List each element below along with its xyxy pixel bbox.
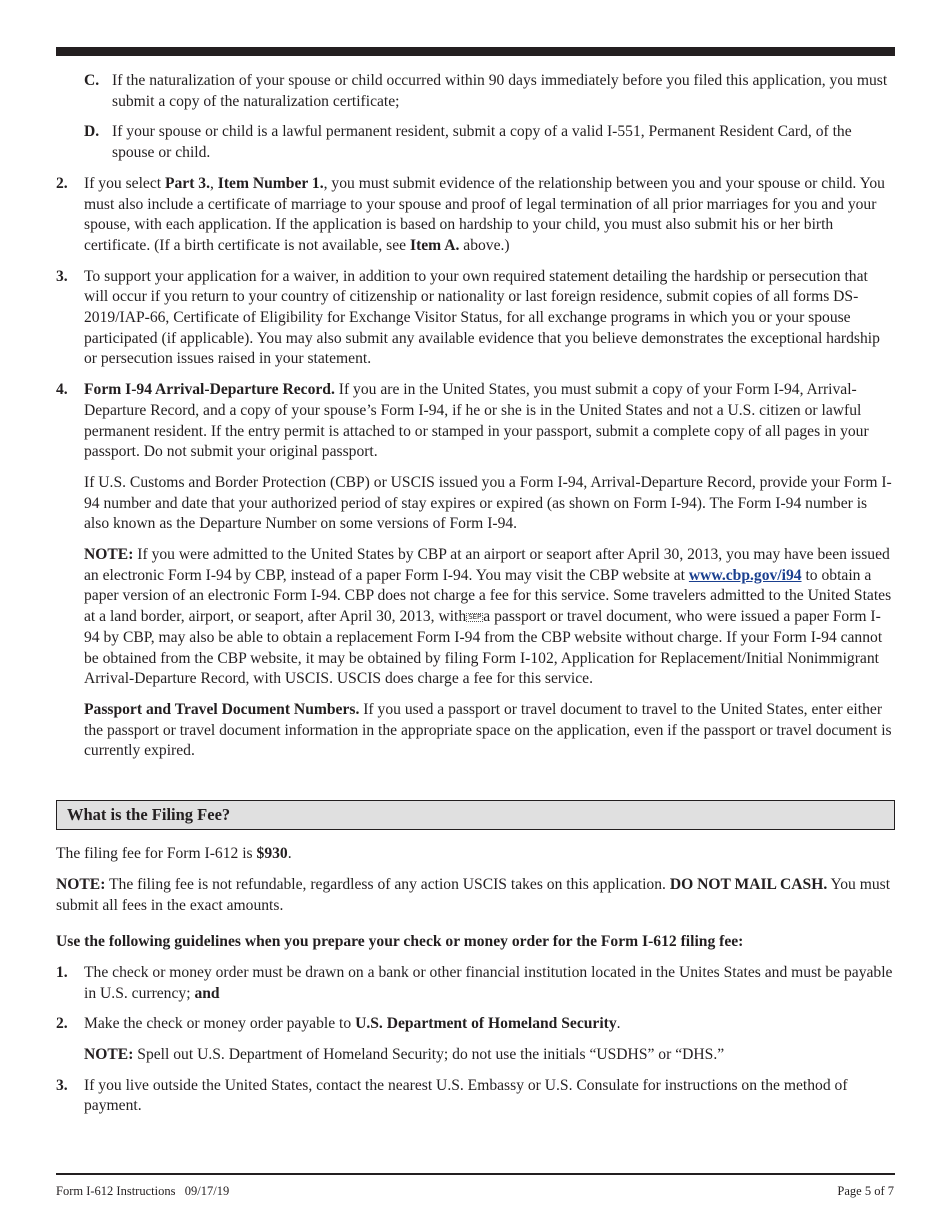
item-text: If the naturalization of your spouse or child occurred within 90 days immediately before you filed this application, you must submit a copy of the naturalization certificate; — [112, 72, 888, 110]
bold-run: Item Number 1. — [217, 174, 324, 192]
bold-run: U.S. Department of Homeland Security — [355, 1015, 617, 1033]
guideline-item-2 — [56, 1014, 895, 1035]
item-text — [84, 1014, 895, 1035]
text-run: Spell out U.S. Department of Homeland Security; do not use the initials “USDHS” or “DHS.” — [133, 1046, 725, 1064]
footer-form-id: Form I-612 Instructions 09/17/19 — [56, 1184, 230, 1198]
item-number: 3. — [56, 1076, 68, 1094]
bold-run: DO NOT MAIL CASH. — [669, 875, 828, 893]
item-number: C. — [84, 72, 100, 89]
text-run: Make the check or money order payable to — [84, 1015, 356, 1033]
list-item-3 — [56, 267, 895, 371]
note-label: NOTE: — [84, 546, 134, 564]
item-text — [84, 380, 895, 463]
top-rule — [56, 47, 895, 56]
text-run: The check or money order must be drawn on a bank or other financial institution located in the Unites States and must be payable in U.S. currency; — [84, 963, 893, 1002]
item-text: If you live outside the United States, contact the nearest U.S. Embassy or U.S. Consulate for instructions on the method of payment. — [84, 1076, 848, 1115]
text-run: The filing fee for Form I-612 is — [56, 845, 257, 863]
text-run: If you used a passport or travel document to travel to the United States, enter either the passport or travel document information in the appropriate space on the application, even if the passport or travel document is currently expired. — [84, 700, 892, 760]
text-run: , — [210, 174, 218, 192]
text-run: a passport or travel document, who were issued a paper Form I-94 by CBP, may also be able to obtain a replacement Form I-94 from the CBP website without charge. If your Form I-94 cannot be obtained from the CBP website, it may be obtained by filing Form I-102, Application for Replacement/Initial Nonimmigrant Arrival-Departure Record, with USCIS. USCIS does charge a fee for this service. — [84, 608, 883, 688]
item-number: 2. — [56, 174, 68, 192]
item-number: 4. — [56, 381, 68, 399]
item-text: If your spouse or child is a lawful permanent resident, submit a copy of a valid I-551, Permanent Resident Card, of the spouse or child. — [112, 123, 852, 162]
item-number: 3. — [56, 267, 68, 285]
i94-note — [84, 545, 895, 690]
item-number: 2. — [56, 1015, 68, 1033]
list-item-2 — [56, 174, 895, 257]
text-run: , you must submit evidence of the relationship between you and your spouse or child. You must also include a certificate of marriage to your spouse and proof of legal termination of all prior marriages for you and your spouse, with each application. If the application is based on hardship to your child, you must also submit his or her birth certificate. (If a birth certificate is not available, see — [84, 174, 885, 254]
bold-run: Form I-94 Arrival-Departure Record. — [84, 381, 335, 399]
fee-note — [56, 875, 895, 916]
fee-statement — [56, 844, 895, 865]
text-run: . — [616, 1015, 621, 1033]
page-content — [56, 71, 895, 1127]
text-run: to obtain a paper version of an electronic Form I-94. CBP does not charge a fee for this service. Some travelers admitted to the United States at a land border, airport, or seaport, after April 30, 2013, with — [84, 566, 892, 626]
cbp-website-link[interactable]: www.cbp.gov/i94 — [688, 566, 802, 584]
passport-paragraph — [84, 700, 895, 762]
footer-rule — [56, 1173, 895, 1175]
note-label: NOTE: — [56, 875, 106, 893]
bold-run: and — [194, 984, 220, 1002]
separator-glyph: SEP — [468, 613, 482, 622]
note-label: NOTE: — [84, 1046, 134, 1064]
item-text — [84, 174, 895, 257]
footer-page-number: Page 5 of 7 — [837, 1184, 894, 1198]
guidelines-heading: Use the following guidelines when you prepare your check or money order for the Form I-612 filing fee: — [56, 933, 744, 951]
section-header-filing-fee: What is the Filing Fee? — [56, 800, 895, 830]
item-text: To support your application for a waiver, in addition to your own required statement detailing the hardship or persecution that will occur if you return to your country of citizenship or nationality or last foreign residence, submit copies of all forms DS-2019/IAP-66, Certificate of Eligibility for Exchange Visitor Status, for all exchange programs in which you or your spouse participated (if applicable). You may also submit any available evidence that you believe demonstrates the exceptional hardship or persecution issues raised in your statement. — [84, 267, 880, 368]
guideline-item-1 — [56, 963, 895, 1004]
cbp-paragraph: If U.S. Customs and Border Protection (CBP) or USCIS issued you a Form I-94, Arrival-Departure Record, provide your Form I-94 number and date that your authorized period of stay expires or expired (as shown on Form I-94). The Form I-94 number is also known as the Departure Number on some versions of Form I-94. — [84, 473, 892, 533]
dhs-note — [84, 1045, 895, 1066]
text-run: above.) — [459, 236, 510, 254]
item-number: 1. — [56, 963, 68, 981]
text-run: If you are in the United States, you must submit a copy of your Form I-94, Arrival-Departure Record, and a copy of your spouse’s Form I-94, if he or she is in the United States and not a U.S. citizen or lawful permanent resident. If the entry permit is attached to or stamped in your passport, submit a complete copy of all pages in your passport. Do not submit your original passport. — [84, 381, 869, 461]
bold-run: Part 3. — [164, 174, 210, 192]
bold-run: Item A. — [410, 236, 460, 254]
fee-amount: $930 — [256, 845, 288, 863]
guideline-item-3 — [56, 1076, 895, 1117]
text-run: You must submit all fees in the exact amounts. — [56, 875, 891, 914]
bold-run: Passport and Travel Document Numbers. — [84, 700, 360, 718]
text-run: . — [287, 845, 292, 863]
list-item-d — [84, 122, 895, 163]
item-text — [84, 963, 895, 1004]
list-item-4 — [56, 380, 895, 463]
list-item-c — [84, 71, 895, 112]
item-number: D. — [84, 123, 100, 141]
text-run: If you select — [84, 174, 165, 192]
text-run: If you were admitted to the United States by CBP at an airport or seaport after April 30, 2013, you may have been issued an electronic Form I-94 by CBP, instead of a paper Form I-94. You may visit the CBP website at — [84, 546, 890, 584]
text-run: The filing fee is not refundable, regardless of any action USCIS takes on this application. — [105, 875, 670, 893]
